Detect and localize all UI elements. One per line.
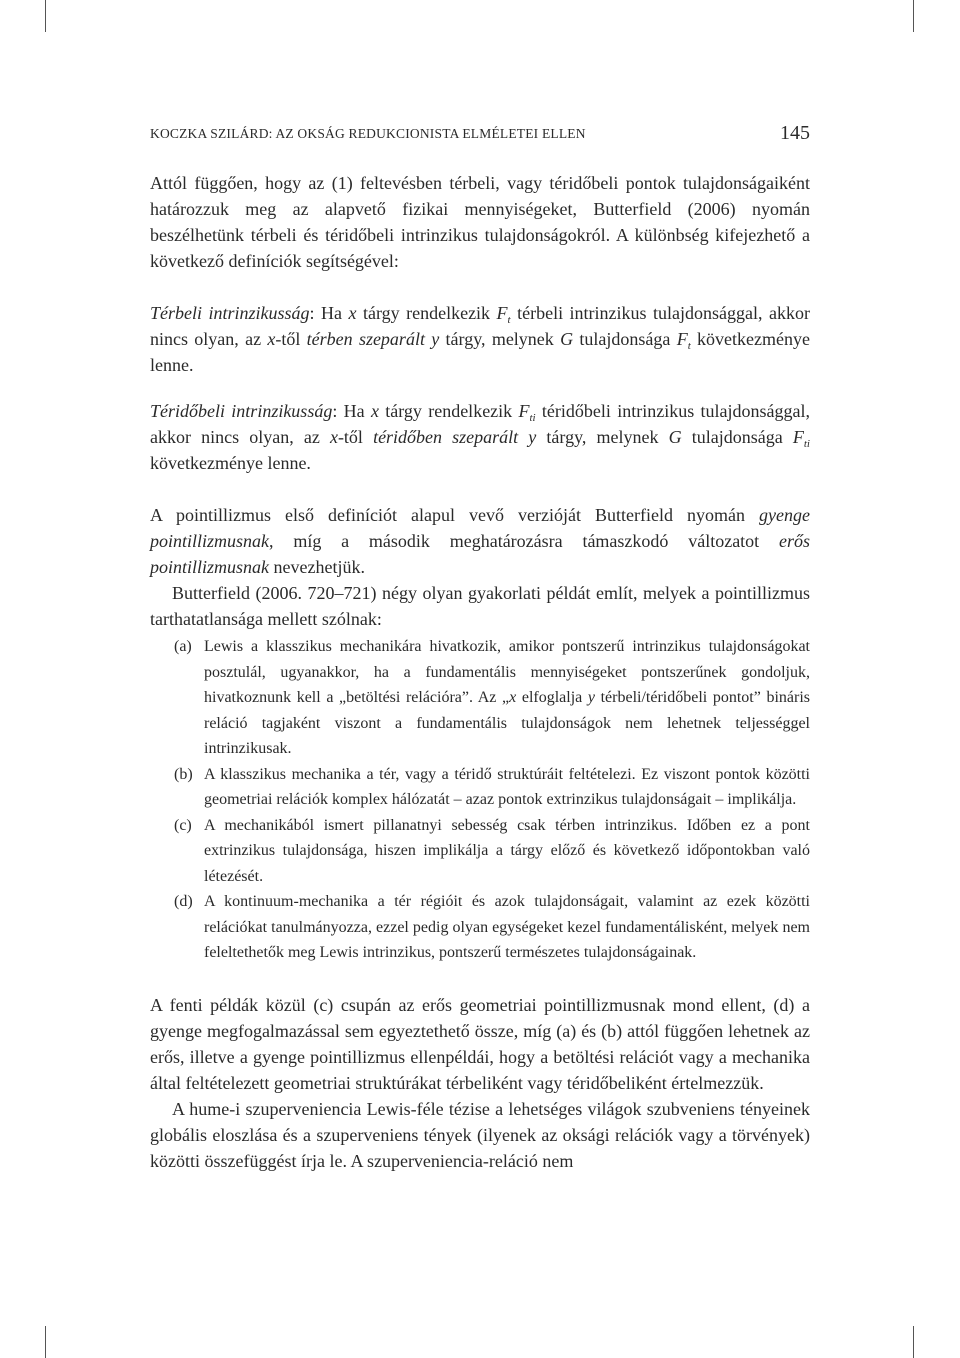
list-marker: (c) <box>174 816 192 834</box>
list-marker: (d) <box>174 893 193 910</box>
crop-mark-bottom-left <box>45 1326 46 1358</box>
list-item: (c) A mechanikából ismert pillanatnyi sebesség csak térben intrinzikus. Időben ez a pont extrinzikus tulajdonsága, hiszen implikálja a tárgy előző és következő időpontokban való létezését. <box>150 813 810 890</box>
paragraph-supervenience: A hume-i szupervenіencia Lewis-féle tézise a lehetséges világok szubveniens tényeinek globális eloszlása és a szuperveniens tények (ilyenek az oksági relációk vagy a törvények) közötti összefüggést írja le. A szupervenіencia-reláció nem <box>150 1098 810 1171</box>
crop-mark-top-right <box>913 0 914 32</box>
list-marker: (b) <box>174 765 193 783</box>
list-marker: (a) <box>174 638 192 655</box>
list-item: (b) A klasszikus mechanika a tér, vagy a téridő struktúráit feltételezi. Ez viszont pontok közötti geometriai relációk komplex hálózatát – azaz pontok extrinzikus tulajdonságait – implikálja. <box>150 762 810 813</box>
definition-title: Térbeli intrinzikusság <box>150 303 310 323</box>
definition-title: Téridőbeli intrinzikusság <box>150 401 333 421</box>
page-header <box>150 122 810 148</box>
crop-mark-top-left <box>45 0 46 32</box>
definition-spatial: Térbeli intrinzikusság: Ha x tárgy rendelkezik $F_t$ térbeli intrinzikus tulajdonsággal, akkor nincs olyan, az x-től térben szeparált y tárgy, melynek G tulajdonsága $F_t$ következménye lenne. <box>150 303 810 375</box>
term-spatiotemporally-separated: téridőben szeparált y <box>373 427 537 447</box>
paragraph-intro: Attól függően, hogy az (1) feltevésben térbeli, vagy téridőbeli pontok tulajdonságaiként határozzuk meg az alapvető fizikai mennyiségeket, Butterfield (2006) nyomán beszélhetünk térbeli és téridőbeli intrinzikus tulajdonságokról. A különbség kifejezhető a következő definíciók segítségével: <box>150 173 810 271</box>
list-item: (a) Lewis a klasszikus mechanikára hivatkozik, amikor pontszerű intrinzikus tulajdonságokat posztulál, ugyanakkor, ha a fundamentális mennyiségeket pontszerűnek gondoljuk, hivatkoznunk kell a „betöltési relációra”. Az „x elfoglalja y térbeli/téridőbeli pontot” bináris reláció tagjaként viszont a fundamentális tulajdonságok nem lehetnek teljességgel intrinzikusak. <box>150 634 810 762</box>
page-body <box>150 170 810 1174</box>
term-strong-pointillism: erős pointillizmusnak <box>150 531 810 577</box>
list-item: (d) A kontinuum-mechanika a tér régióit és azok tulajdonságait, valamint az ezek közötti relációkat tanulmányozza, ezzel pedig olyan egységeket kezel fundamentálisként, melyek nem feleltethetők meg Lewis intrinzikus, pontszerű természetes tulajdonságainak. <box>150 889 810 966</box>
definition-spatiotemporal: Téridőbeli intrinzikusság: Ha x tárgy rendelkezik $F_{ti}$ téridőbeli intrinzikus tulajdonsággal, akkor nincs olyan, az x-től téridőben szeparált y tárgy, melynek G tulajdonsága $F_{ti}$ következménye lenne. <box>150 401 810 473</box>
paragraph-pointillism: A pointillizmus első definíciót alapul vevő verzióját Butterfield nyomán gyenge pointillizmusnak, míg a második meghatározásra támaszkodó változatot erős pointillizmusnak nevezhetjük. <box>150 505 810 577</box>
paragraph-examples-analysis: A fenti példák közül (c) csupán az erős geometriai pointillizmusnak mond ellent, (d) a gyenge megfogalmazással sem egyeztethető össze, míg (a) és (b) attól függően lehetnek az erős, illetve a gyenge pointillizmus ellenpéldái, hogy a betöltési relációt vagy a mechanika által feltételezett geometriai struktúrákat térbeliként vagy téridőbeliként értelmezzük. <box>150 994 810 1093</box>
running-head: KOCZKA SZILÁRD: AZ OKSÁG REDUKCIONISTA ELMÉLETEI ELLEN <box>150 126 586 141</box>
term-weak-pointillism: gyenge pointillizmusnak <box>150 505 810 551</box>
example-list <box>150 634 810 966</box>
crop-mark-bottom-right <box>913 1326 914 1358</box>
term-spatially-separated: térben szeparált y <box>306 329 440 349</box>
paragraph-examples-intro: Butterfield (2006. 720–721) négy olyan gyakorlati példát említ, melyek a pointillizmus tarthatatlansága mellett szólnak: <box>150 583 810 629</box>
page-number: 145 <box>780 122 810 144</box>
